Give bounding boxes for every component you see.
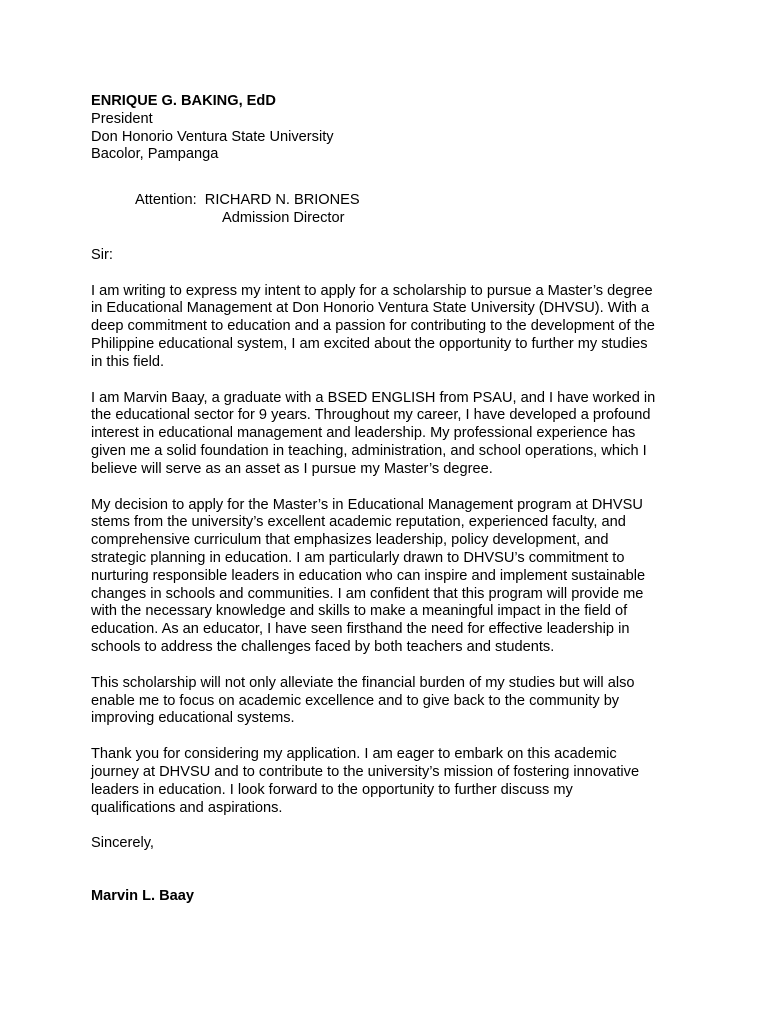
paragraph-line: given me a solid foundation in teaching, administration, and school operations, which I — [91, 442, 647, 459]
paragraph-4 — [91, 675, 691, 728]
recipient-title: President — [91, 110, 153, 127]
recipient-institution: Don Honorio Ventura State University — [91, 128, 334, 145]
paragraph-2 — [91, 390, 691, 479]
paragraph-line: stems from the university’s excellent academic reputation, experienced faculty, and — [91, 514, 626, 531]
paragraph-line: This scholarship will not only alleviate the financial burden of my studies but will also — [91, 674, 635, 691]
paragraph-line: nurturing responsible leaders in education who can inspire and implement sustainable — [91, 567, 646, 584]
paragraph-line: My decision to apply for the Master’s in Educational Management program at DHVSU — [91, 496, 643, 513]
paragraph-line: journey at DHVSU and to contribute to the university’s mission of fostering innovative — [91, 763, 640, 780]
letter-body — [91, 93, 691, 906]
paragraph-line: believe will serve as an asset as I pursue my Master’s degree. — [91, 460, 493, 477]
attention-role: Admission Director — [222, 209, 345, 226]
paragraph-line: leaders in education. I look forward to the opportunity to further discuss my — [91, 781, 573, 798]
recipient-block — [91, 93, 691, 164]
attention-label: Attention: — [135, 192, 197, 209]
attention-line — [135, 192, 691, 210]
paragraph-line: Thank you for considering my application. I am eager to embark on this academic — [91, 746, 617, 763]
attention-name: RICHARD N. BRIONES — [204, 192, 360, 209]
paragraph-line: changes in schools and communities. I am confident that this program will provide me — [91, 585, 644, 602]
paragraph-line: education. As an educator, I have seen firsthand the need for effective leadership in — [91, 621, 630, 638]
signature-name: Marvin L. Baay — [91, 888, 195, 905]
paragraph-line: schools to address the challenges faced by both teachers and students. — [91, 638, 555, 655]
paragraph-line: Philippine educational system, I am excited about the opportunity to further my studies — [91, 335, 648, 352]
paragraph-line: the educational sector for 9 years. Throughout my career, I have developed a profound — [91, 407, 651, 424]
paragraph-5 — [91, 746, 691, 817]
paragraph-line: I am writing to express my intent to apply for a scholarship to pursue a Master’s degree — [91, 282, 653, 299]
paragraph-line: in this field. — [91, 353, 165, 370]
paragraph-line: interest in educational management and leadership. My professional experience has — [91, 425, 636, 442]
closing: Sincerely, — [91, 835, 154, 852]
paragraph-1 — [91, 283, 691, 372]
paragraph-line: qualifications and aspirations. — [91, 799, 283, 816]
paragraph-line: strategic planning in education. I am particularly drawn to DHVSU’s commitment to — [91, 549, 625, 566]
paragraph-3 — [91, 497, 691, 657]
salutation: Sir: — [91, 246, 113, 263]
paragraph-line: in Educational Management at Don Honorio Ventura State University (DHVSU). With a — [91, 300, 650, 317]
paragraph-line: enable me to focus on academic excellence and to give back to the community by — [91, 692, 620, 709]
paragraph-line: comprehensive curriculum that emphasizes leadership, policy development, and — [91, 532, 609, 549]
attention-block — [135, 192, 691, 228]
paragraph-line: I am Marvin Baay, a graduate with a BSED ENGLISH from PSAU, and I have worked in — [91, 389, 656, 406]
paragraph-line: improving educational systems. — [91, 710, 295, 727]
paragraph-line: with the necessary knowledge and skills to make a meaningful impact in the field of — [91, 603, 628, 620]
recipient-address: Bacolor, Pampanga — [91, 146, 219, 163]
recipient-name: ENRIQUE G. BAKING, EdD — [91, 93, 276, 109]
paragraph-line: deep commitment to education and a passion for contributing to the development of the — [91, 318, 655, 335]
